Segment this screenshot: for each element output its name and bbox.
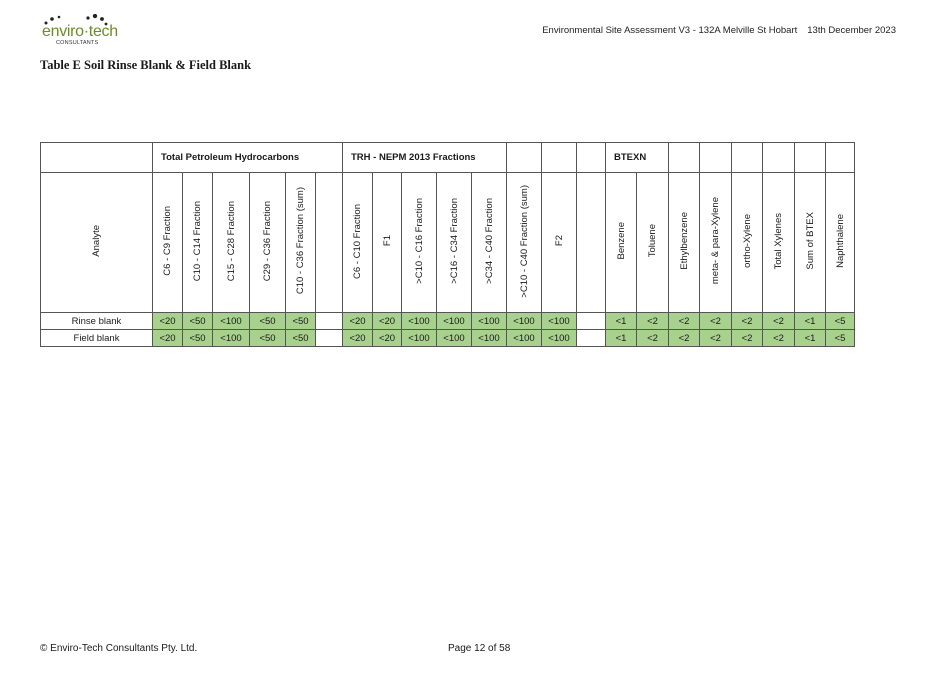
value-cell: <2 [732,313,763,330]
value-cell: <20 [373,313,402,330]
column-header: >C10 - C16 Fraction [402,173,437,313]
value-cell: <100 [213,330,250,347]
value-cell [577,313,606,330]
value-cell: <2 [700,330,732,347]
column-header: Ethylbenzene [669,173,700,313]
value-cell: <2 [763,330,795,347]
footer-copyright: © Enviro-Tech Consultants Pty. Ltd. [40,643,198,654]
column-header [316,173,343,313]
empty-cell [826,143,855,173]
column-header: Toluene [637,173,669,313]
group-trh: TRH - NEPM 2013 Fractions [343,143,507,173]
column-header: Total Xylenes [763,173,795,313]
value-cell: <1 [606,313,637,330]
column-header: Benzene [606,173,637,313]
empty-cell [41,143,153,173]
value-cell: <50 [250,330,286,347]
value-cell: <1 [606,330,637,347]
column-header: ortho-Xylene [732,173,763,313]
logo-wordmark: enviro·tech [42,23,118,40]
value-cell: <100 [542,330,577,347]
value-cell: <20 [343,313,373,330]
value-cell: <50 [250,313,286,330]
column-header: >C10 - C40 Fraction (sum) [507,173,542,313]
company-logo [40,14,118,48]
results-table [40,142,855,347]
value-cell: <100 [472,313,507,330]
empty-cell [507,143,542,173]
value-cell: <2 [732,330,763,347]
value-cell: <2 [637,330,669,347]
value-cell: <2 [763,313,795,330]
report-date: 13th December 2023 [807,25,896,36]
analyte-header: Analyte [41,173,153,313]
value-cell [316,313,343,330]
empty-cell [700,143,732,173]
value-cell: <50 [183,330,213,347]
table-row [41,330,855,347]
value-cell: <50 [183,313,213,330]
column-header: >C16 - C34 Fraction [437,173,472,313]
value-cell: <20 [373,330,402,347]
table-title: Table E Soil Rinse Blank & Field Blank [40,58,252,72]
column-header: F1 [373,173,402,313]
empty-cell [542,143,577,173]
value-cell: <100 [213,313,250,330]
value-cell: <100 [437,313,472,330]
column-header: C15 - C28 Fraction [213,173,250,313]
value-cell: <2 [669,313,700,330]
document-header [542,25,896,36]
value-cell: <1 [795,313,826,330]
value-cell: <20 [153,313,183,330]
empty-cell [732,143,763,173]
value-cell: <20 [343,330,373,347]
value-cell: <5 [826,313,855,330]
empty-cell [795,143,826,173]
column-header: C6 - C9 Fraction [153,173,183,313]
value-cell: <100 [507,330,542,347]
row-name: Rinse blank [41,313,153,330]
value-cell: <2 [669,330,700,347]
table-row [41,313,855,330]
empty-cell [763,143,795,173]
column-header: >C34 - C40 Fraction [472,173,507,313]
value-cell: <2 [700,313,732,330]
value-cell: <100 [402,330,437,347]
group-btexn: BTEXN [606,143,669,173]
column-header: Naphthalene [826,173,855,313]
row-name: Field blank [41,330,153,347]
value-cell: <20 [153,330,183,347]
value-cell [577,330,606,347]
value-cell: <100 [542,313,577,330]
group-header-row [41,143,855,173]
value-cell: <1 [795,330,826,347]
value-cell: <50 [286,330,316,347]
column-header [577,173,606,313]
column-header: C29 - C36 Fraction [250,173,286,313]
value-cell: <100 [472,330,507,347]
value-cell: <2 [637,313,669,330]
value-cell: <5 [826,330,855,347]
footer-page-number: Page 12 of 58 [448,643,511,654]
column-header: meta- & para-Xylene [700,173,732,313]
value-cell: <50 [286,313,316,330]
column-header: F2 [542,173,577,313]
logo-subtitle: CONSULTANTS [56,40,99,46]
value-cell: <100 [507,313,542,330]
value-cell: <100 [402,313,437,330]
column-header: Sum of BTEX [795,173,826,313]
value-cell: <100 [437,330,472,347]
column-header: C6 - C10 Fraction [343,173,373,313]
empty-cell [577,143,606,173]
group-tph: Total Petroleum Hydrocarbons [153,143,343,173]
column-header: C10 - C14 Fraction [183,173,213,313]
value-cell [316,330,343,347]
empty-cell [669,143,700,173]
column-header: C10 - C36 Fraction (sum) [286,173,316,313]
report-title: Environmental Site Assessment V3 - 132A Melville St Hobart [542,25,798,36]
column-header-row [41,173,855,313]
